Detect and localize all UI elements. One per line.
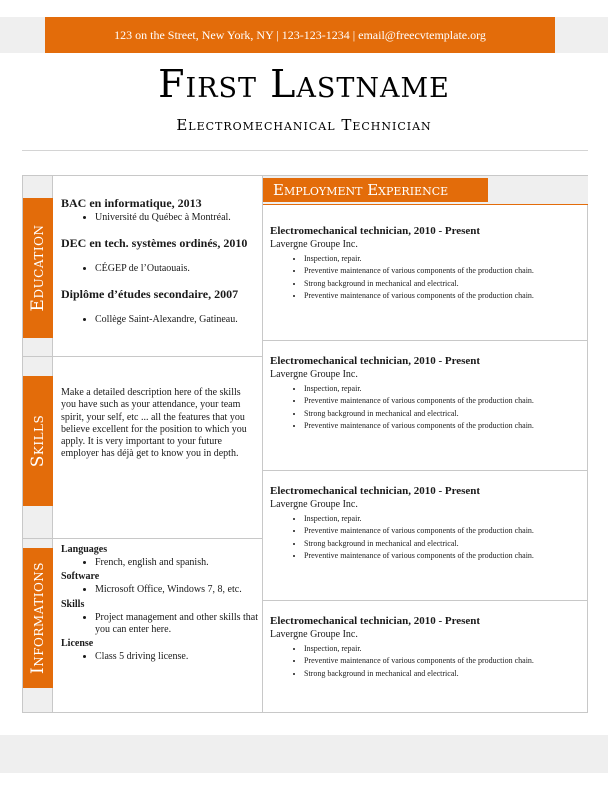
- contact-bar: 123 on the Street, New York, NY | 123-123-1234 | email@freecvtemplate.org: [45, 17, 555, 53]
- informations-section: [61, 544, 261, 665]
- education-entry: [61, 196, 261, 224]
- job-entry-company: Lavergne Groupe Inc.: [270, 499, 358, 510]
- job-bullet: • Inspection, repair.: [304, 253, 580, 264]
- job-bullet: • Preventive maintenance of various components of the production chain.: [304, 395, 580, 406]
- job-entry-title: Electromechanical technician, 2010 - Present: [270, 485, 481, 497]
- job-divider: [263, 470, 588, 471]
- languages-value: • French, english and spanish.: [95, 557, 261, 569]
- skills-tab: [23, 376, 53, 506]
- job-entry: [270, 484, 580, 561]
- job-bullet: • Strong background in mechanical and electrical.: [304, 278, 580, 289]
- skills-value: • Project management and other skills that you can enter here.: [95, 612, 261, 637]
- education-entry: [61, 287, 261, 326]
- school-name: • CÉGEP de l’Outaouais.: [95, 263, 261, 275]
- job-bullet: • Preventive maintenance of various components of the production chain.: [304, 655, 580, 666]
- footer-band: [0, 735, 608, 773]
- section-divider: [23, 356, 263, 357]
- job-entry-title: Electromechanical technician, 2010 - Present: [270, 615, 481, 627]
- job-entry: [270, 224, 580, 301]
- job-entry-title: Electromechanical technician, 2010 - Present: [270, 355, 481, 367]
- job-title: Electromechanical Technician: [176, 116, 432, 134]
- education-entry: [61, 236, 261, 275]
- job-bullet: • Strong background in mechanical and electrical.: [304, 408, 580, 419]
- job-entry-title: Electromechanical technician, 2010 - Present: [270, 225, 481, 237]
- license-label: License: [61, 638, 94, 650]
- job-divider: [263, 340, 588, 341]
- education-tab: [23, 198, 53, 338]
- languages-label: Languages: [61, 544, 108, 555]
- job-entry: [270, 614, 580, 679]
- job-bullet: • Inspection, repair.: [304, 513, 580, 524]
- software-label: Software: [61, 571, 100, 583]
- employment-heading-rule: [263, 204, 588, 205]
- informations-tab: [23, 548, 53, 688]
- degree-title: BAC en informatique, 2013: [61, 196, 202, 210]
- header-divider: [22, 150, 588, 151]
- school-name: • Université du Québec à Montréal.: [95, 212, 261, 224]
- skills-tab-label: Skills: [28, 414, 48, 468]
- job-entry-company: Lavergne Groupe Inc.: [270, 239, 358, 250]
- job-bullet: • Preventive maintenance of various components of the production chain.: [304, 290, 580, 301]
- skills-label: Skills: [61, 598, 85, 610]
- license-value: • Class 5 driving license.: [95, 651, 261, 663]
- section-divider: [23, 538, 263, 539]
- resume-body: [22, 175, 588, 713]
- employment-heading: Employment Experience: [263, 178, 488, 202]
- degree-title: DEC en tech. systèmes ordinés, 2010: [61, 236, 248, 250]
- job-bullet: • Preventive maintenance of various components of the production chain.: [304, 550, 580, 561]
- skills-description: Make a detailed description here of the skills you have such as your attendance, your team spirit, your self, etc ... all the features that you believe excellent for the position to which you apply. It is very important to your future employer has déjà get to know you in depth.: [61, 387, 247, 460]
- job-bullet: • Strong background in mechanical and electrical.: [304, 538, 580, 549]
- job-entry-company: Lavergne Groupe Inc.: [270, 629, 358, 640]
- job-entry-company: Lavergne Groupe Inc.: [270, 369, 358, 380]
- degree-title: Diplôme d’études secondaire, 2007: [61, 287, 239, 301]
- job-bullet: • Preventive maintenance of various components of the production chain.: [304, 265, 580, 276]
- candidate-name: First Lastname: [158, 62, 450, 106]
- software-value: • Microsoft Office, Windows 7, 8, etc.: [95, 584, 261, 596]
- job-bullet: • Inspection, repair.: [304, 643, 580, 654]
- job-bullet: • Inspection, repair.: [304, 383, 580, 394]
- education-section: [61, 196, 261, 326]
- employment-column: [263, 176, 588, 712]
- job-divider: [263, 600, 588, 601]
- job-entry: [270, 354, 580, 431]
- job-bullet: • Preventive maintenance of various components of the production chain.: [304, 525, 580, 536]
- job-bullet: • Preventive maintenance of various components of the production chain.: [304, 420, 580, 431]
- informations-tab-label: Informations: [28, 561, 48, 675]
- education-tab-label: Education: [28, 224, 48, 312]
- school-name: • Collège Saint-Alexandre, Gatineau.: [95, 314, 261, 326]
- job-bullet: • Strong background in mechanical and electrical.: [304, 668, 580, 679]
